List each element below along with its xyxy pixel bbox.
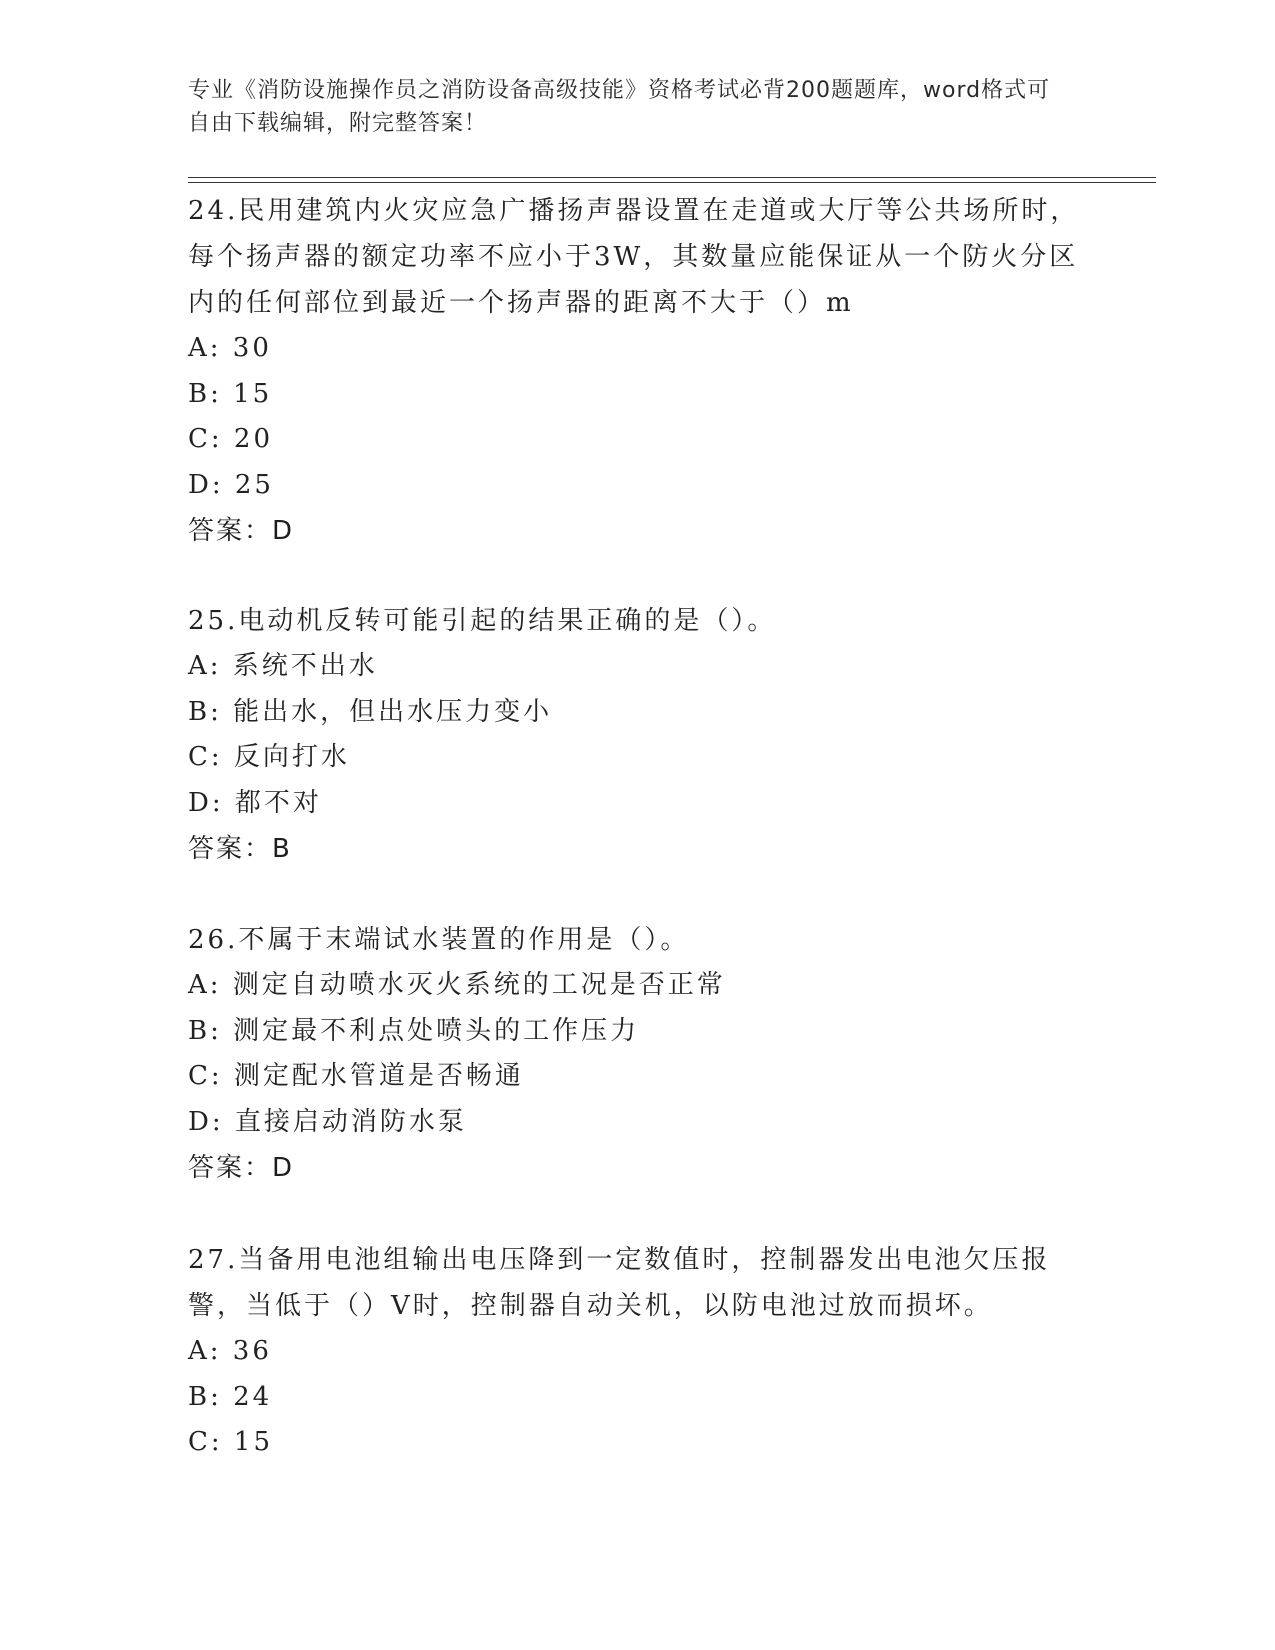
- option-d: D: 25: [188, 469, 274, 500]
- option-c: C: 20: [188, 424, 274, 454]
- document-header: 专业《消防设施操作员之消防设备高级技能》资格考试必背200题题库，word格式可自由下载编辑，附完整答案！: [188, 78, 1051, 136]
- option-a: A: 测定自动喷水灭火系统的工况是否正常: [188, 970, 726, 1000]
- option-c: C: 测定配水管道是否畅通: [188, 1061, 524, 1091]
- option-c: C: 反向打水: [188, 742, 350, 772]
- question-27: [188, 1237, 1088, 1466]
- option-d: D: 直接启动消防水泵: [188, 1106, 467, 1137]
- option-b: B: 能出水，但出水压力变小: [188, 696, 553, 727]
- document-page: [188, 0, 1158, 1650]
- option-d: D: 都不对: [188, 787, 322, 818]
- question-25: [188, 598, 1088, 872]
- option-b: B: 测定最不利点处喷头的工作压力: [188, 1015, 640, 1046]
- option-b: B: 24: [188, 1381, 273, 1412]
- option-b: B: 15: [188, 378, 273, 409]
- question-stem: 24.民用建筑内火灾应急广播扬声器设置在走道或大厅等公共场所时，每个扬声器的额定功率不应小于3W，其数量应能保证从一个防火分区内的任何部位到最近一个扬声器的距离不大于（）m: [188, 196, 1080, 318]
- option-c: C: 15: [188, 1427, 274, 1457]
- option-a: A: 30: [188, 333, 272, 363]
- option-a: A: 系统不出水: [188, 651, 378, 681]
- header-divider: [188, 177, 1156, 183]
- answer-line: 答案：D: [188, 1153, 295, 1183]
- answer-line: 答案：B: [188, 834, 292, 864]
- question-26: [188, 917, 1088, 1191]
- option-a: A: 36: [188, 1336, 272, 1366]
- answer-line: 答案：D: [188, 516, 295, 546]
- question-stem: 27.当备用电池组输出电压降到一定数值时，控制器发出电池欠压报警，当低于（）V时，控制器自动关机，以防电池过放而损坏。: [188, 1245, 1051, 1321]
- question-stem: 26.不属于末端试水装置的作用是（）。: [188, 925, 690, 955]
- question-24: [188, 188, 1088, 554]
- question-stem: 25.电动机反转可能引起的结果正确的是（）。: [188, 606, 777, 636]
